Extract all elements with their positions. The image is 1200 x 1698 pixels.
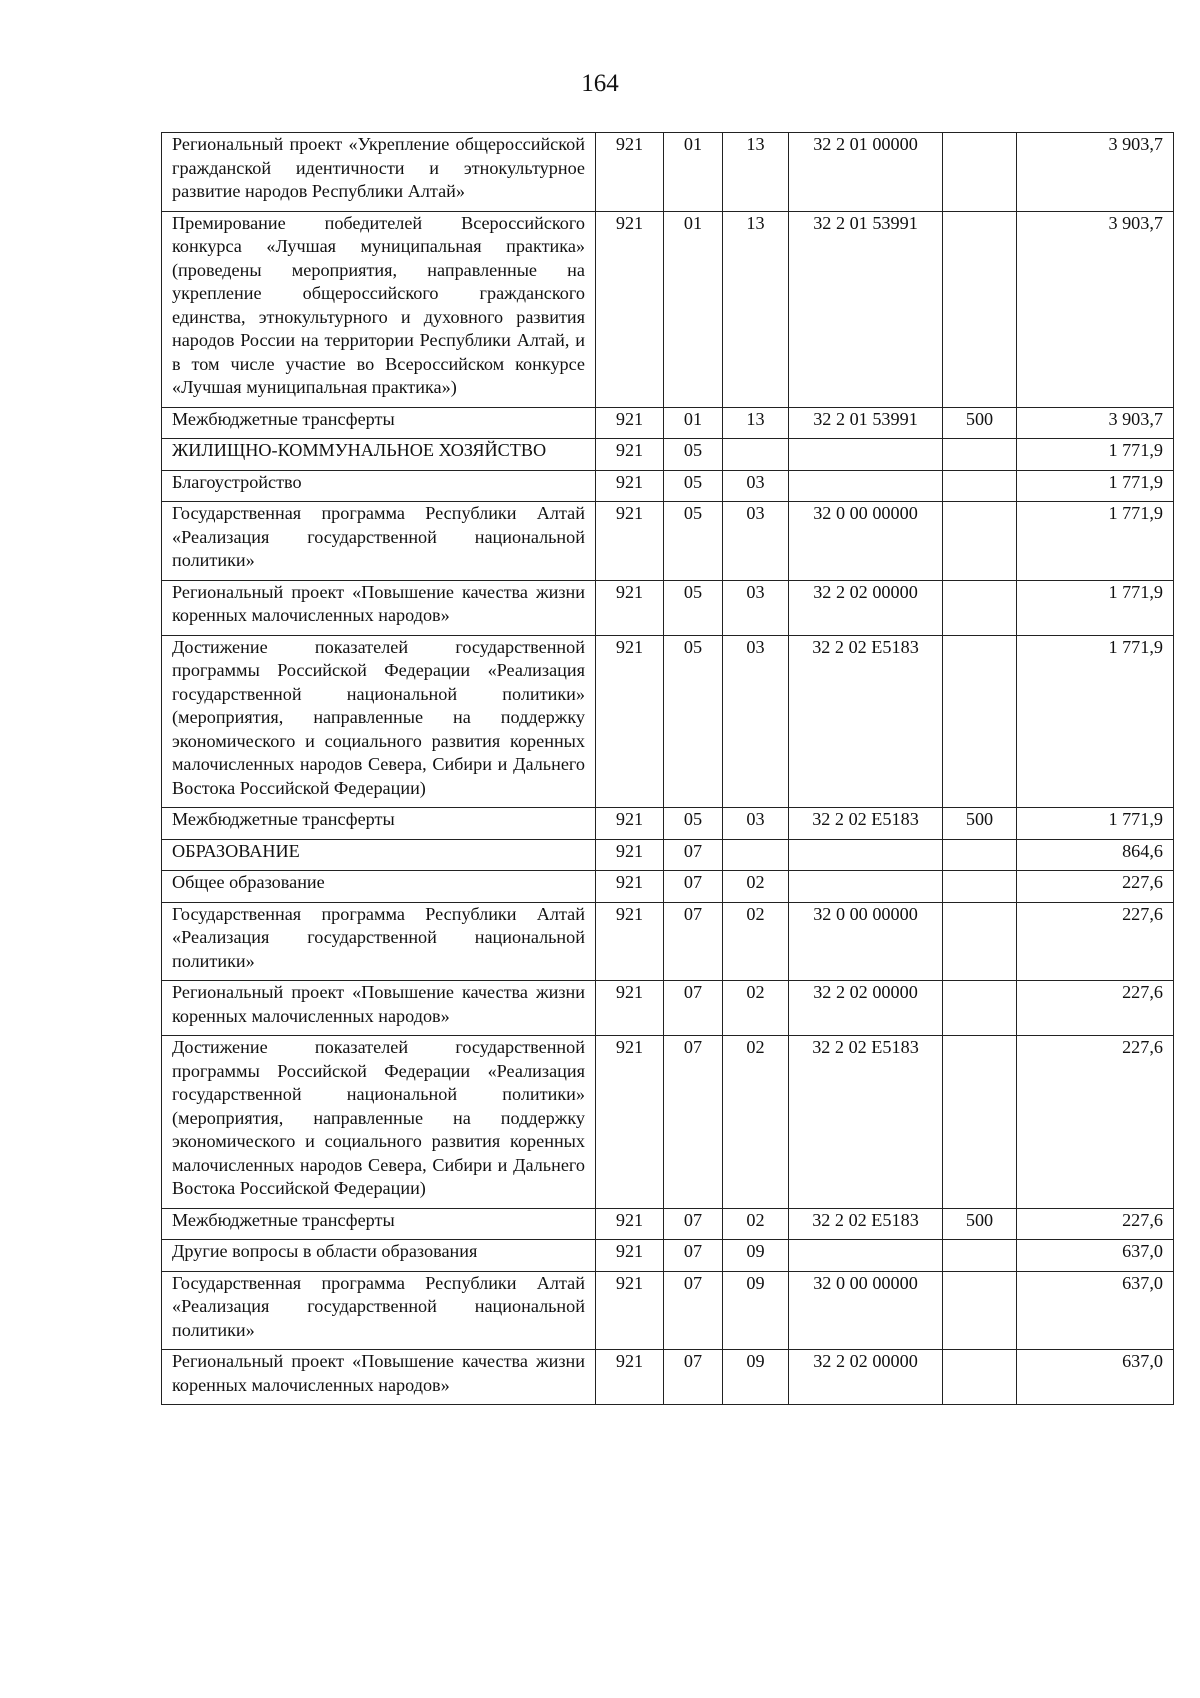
row-target-article-cell: 32 2 02 Е5183 <box>789 1208 943 1240</box>
budget-table <box>161 132 1174 1405</box>
row-name-cell: Государственная программа Республики Алтай «Реализация государственной национальной политики» <box>162 1271 596 1350</box>
row-grbs-cell: 921 <box>596 902 664 981</box>
row-expense-type-cell <box>943 839 1017 871</box>
row-section-cell: 07 <box>664 902 723 981</box>
table-row <box>162 1350 1174 1405</box>
row-expense-type-cell <box>943 211 1017 407</box>
row-target-article-cell <box>789 439 943 471</box>
row-amount-cell: 227,6 <box>1017 981 1174 1036</box>
row-grbs-cell: 921 <box>596 1271 664 1350</box>
row-target-article-cell <box>789 470 943 502</box>
row-name-cell: Государственная программа Республики Алтай «Реализация государственной национальной политики» <box>162 502 596 581</box>
row-target-article-cell <box>789 871 943 903</box>
row-section-cell: 07 <box>664 871 723 903</box>
row-subsection-cell: 02 <box>723 981 789 1036</box>
row-grbs-cell: 921 <box>596 470 664 502</box>
row-name-cell: Премирование победителей Всероссийского конкурса «Лучшая муниципальная практика» (проведены мероприятия, направленные на укрепление общероссийского гражданского единства, этнокультурного и духовного развития народов России на территории Республики Алтай, и в том числе участие во Всероссийском конкурсе «Лучшая муниципальная практика») <box>162 211 596 407</box>
row-name-cell: ОБРАЗОВАНИЕ <box>162 839 596 871</box>
row-amount-cell: 227,6 <box>1017 1208 1174 1240</box>
row-section-cell: 05 <box>664 580 723 635</box>
row-expense-type-cell <box>943 502 1017 581</box>
row-amount-cell: 1 771,9 <box>1017 502 1174 581</box>
row-name-cell: Благоустройство <box>162 470 596 502</box>
table-row <box>162 407 1174 439</box>
row-target-article-cell: 32 0 00 00000 <box>789 1271 943 1350</box>
table-row <box>162 133 1174 212</box>
row-target-article-cell: 32 2 02 00000 <box>789 981 943 1036</box>
budget-table-body <box>162 133 1174 1405</box>
row-amount-cell: 227,6 <box>1017 871 1174 903</box>
row-subsection-cell: 09 <box>723 1240 789 1272</box>
table-row <box>162 902 1174 981</box>
table-row <box>162 1240 1174 1272</box>
row-grbs-cell: 921 <box>596 635 664 808</box>
table-row <box>162 981 1174 1036</box>
row-subsection-cell <box>723 439 789 471</box>
table-row <box>162 211 1174 407</box>
row-section-cell: 07 <box>664 1240 723 1272</box>
row-section-cell: 01 <box>664 133 723 212</box>
row-expense-type-cell: 500 <box>943 808 1017 840</box>
table-row <box>162 871 1174 903</box>
row-grbs-cell: 921 <box>596 839 664 871</box>
row-target-article-cell: 32 2 01 53991 <box>789 407 943 439</box>
row-section-cell: 07 <box>664 1036 723 1209</box>
row-expense-type-cell <box>943 133 1017 212</box>
row-target-article-cell: 32 2 02 00000 <box>789 580 943 635</box>
row-subsection-cell: 09 <box>723 1271 789 1350</box>
row-subsection-cell: 13 <box>723 133 789 212</box>
row-target-article-cell: 32 2 01 00000 <box>789 133 943 212</box>
row-name-cell: Общее образование <box>162 871 596 903</box>
row-section-cell: 07 <box>664 1208 723 1240</box>
row-grbs-cell: 921 <box>596 133 664 212</box>
table-row <box>162 502 1174 581</box>
row-amount-cell: 1 771,9 <box>1017 470 1174 502</box>
row-grbs-cell: 921 <box>596 1208 664 1240</box>
row-name-cell: Региональный проект «Повышение качества жизни коренных малочисленных народов» <box>162 1350 596 1405</box>
row-grbs-cell: 921 <box>596 981 664 1036</box>
row-section-cell: 07 <box>664 1350 723 1405</box>
row-section-cell: 05 <box>664 439 723 471</box>
row-name-cell: Региональный проект «Укрепление общероссийской гражданской идентичности и этнокультурное развитие народов Республики Алтай» <box>162 133 596 212</box>
table-row <box>162 1036 1174 1209</box>
row-section-cell: 07 <box>664 839 723 871</box>
row-subsection-cell: 02 <box>723 871 789 903</box>
row-subsection-cell: 03 <box>723 808 789 840</box>
table-row <box>162 580 1174 635</box>
table-row <box>162 839 1174 871</box>
row-subsection-cell: 03 <box>723 502 789 581</box>
row-amount-cell: 3 903,7 <box>1017 211 1174 407</box>
row-subsection-cell: 02 <box>723 902 789 981</box>
row-grbs-cell: 921 <box>596 580 664 635</box>
row-name-cell: Региональный проект «Повышение качества жизни коренных малочисленных народов» <box>162 580 596 635</box>
row-section-cell: 05 <box>664 470 723 502</box>
row-subsection-cell: 03 <box>723 635 789 808</box>
row-amount-cell: 227,6 <box>1017 1036 1174 1209</box>
row-grbs-cell: 921 <box>596 1036 664 1209</box>
row-subsection-cell: 02 <box>723 1208 789 1240</box>
row-amount-cell: 1 771,9 <box>1017 580 1174 635</box>
row-grbs-cell: 921 <box>596 502 664 581</box>
row-section-cell: 07 <box>664 981 723 1036</box>
row-expense-type-cell: 500 <box>943 1208 1017 1240</box>
table-row <box>162 439 1174 471</box>
row-target-article-cell: 32 2 02 Е5183 <box>789 635 943 808</box>
row-target-article-cell: 32 0 00 00000 <box>789 902 943 981</box>
row-expense-type-cell: 500 <box>943 407 1017 439</box>
row-name-cell: Достижение показателей государственной программы Российской Федерации «Реализация государственной национальной политики» (мероприятия, направленные на поддержку экономического и социального развития коренных малочисленных народов Севера, Сибири и Дальнего Востока Российской Федерации) <box>162 1036 596 1209</box>
row-target-article-cell: 32 2 01 53991 <box>789 211 943 407</box>
row-grbs-cell: 921 <box>596 871 664 903</box>
table-row <box>162 635 1174 808</box>
row-grbs-cell: 921 <box>596 407 664 439</box>
row-name-cell: Региональный проект «Повышение качества жизни коренных малочисленных народов» <box>162 981 596 1036</box>
row-expense-type-cell <box>943 470 1017 502</box>
row-section-cell: 01 <box>664 211 723 407</box>
row-expense-type-cell <box>943 871 1017 903</box>
row-target-article-cell: 32 2 02 Е5183 <box>789 808 943 840</box>
row-name-cell: ЖИЛИЩНО-КОММУНАЛЬНОЕ ХОЗЯЙСТВО <box>162 439 596 471</box>
row-target-article-cell: 32 2 02 00000 <box>789 1350 943 1405</box>
row-section-cell: 01 <box>664 407 723 439</box>
row-name-cell: Межбюджетные трансферты <box>162 407 596 439</box>
row-amount-cell: 637,0 <box>1017 1271 1174 1350</box>
row-grbs-cell: 921 <box>596 1350 664 1405</box>
row-grbs-cell: 921 <box>596 1240 664 1272</box>
row-amount-cell: 864,6 <box>1017 839 1174 871</box>
row-amount-cell: 3 903,7 <box>1017 407 1174 439</box>
row-target-article-cell: 32 2 02 Е5183 <box>789 1036 943 1209</box>
row-name-cell: Государственная программа Республики Алтай «Реализация государственной национальной политики» <box>162 902 596 981</box>
row-amount-cell: 1 771,9 <box>1017 635 1174 808</box>
row-target-article-cell: 32 0 00 00000 <box>789 502 943 581</box>
row-expense-type-cell <box>943 1036 1017 1209</box>
row-expense-type-cell <box>943 635 1017 808</box>
row-section-cell: 05 <box>664 635 723 808</box>
row-amount-cell: 227,6 <box>1017 902 1174 981</box>
row-amount-cell: 3 903,7 <box>1017 133 1174 212</box>
row-amount-cell: 1 771,9 <box>1017 439 1174 471</box>
row-section-cell: 05 <box>664 502 723 581</box>
row-section-cell: 05 <box>664 808 723 840</box>
row-grbs-cell: 921 <box>596 211 664 407</box>
table-row <box>162 1208 1174 1240</box>
row-expense-type-cell <box>943 439 1017 471</box>
table-row <box>162 808 1174 840</box>
row-expense-type-cell <box>943 1350 1017 1405</box>
row-subsection-cell: 03 <box>723 470 789 502</box>
row-expense-type-cell <box>943 902 1017 981</box>
row-subsection-cell: 13 <box>723 407 789 439</box>
row-amount-cell: 637,0 <box>1017 1350 1174 1405</box>
row-target-article-cell <box>789 839 943 871</box>
row-name-cell: Другие вопросы в области образования <box>162 1240 596 1272</box>
row-expense-type-cell <box>943 1271 1017 1350</box>
row-subsection-cell <box>723 839 789 871</box>
row-expense-type-cell <box>943 981 1017 1036</box>
row-subsection-cell: 03 <box>723 580 789 635</box>
row-subsection-cell: 13 <box>723 211 789 407</box>
table-row <box>162 470 1174 502</box>
row-name-cell: Межбюджетные трансферты <box>162 1208 596 1240</box>
page-number: 164 <box>581 70 619 97</box>
row-section-cell: 07 <box>664 1271 723 1350</box>
row-amount-cell: 1 771,9 <box>1017 808 1174 840</box>
row-name-cell: Межбюджетные трансферты <box>162 808 596 840</box>
row-grbs-cell: 921 <box>596 439 664 471</box>
table-row <box>162 1271 1174 1350</box>
row-subsection-cell: 09 <box>723 1350 789 1405</box>
row-name-cell: Достижение показателей государственной программы Российской Федерации «Реализация государственной национальной политики» (мероприятия, направленные на поддержку экономического и социального развития коренных малочисленных народов Севера, Сибири и Дальнего Востока Российской Федерации) <box>162 635 596 808</box>
row-expense-type-cell <box>943 580 1017 635</box>
row-expense-type-cell <box>943 1240 1017 1272</box>
row-subsection-cell: 02 <box>723 1036 789 1209</box>
row-grbs-cell: 921 <box>596 808 664 840</box>
row-target-article-cell <box>789 1240 943 1272</box>
row-amount-cell: 637,0 <box>1017 1240 1174 1272</box>
